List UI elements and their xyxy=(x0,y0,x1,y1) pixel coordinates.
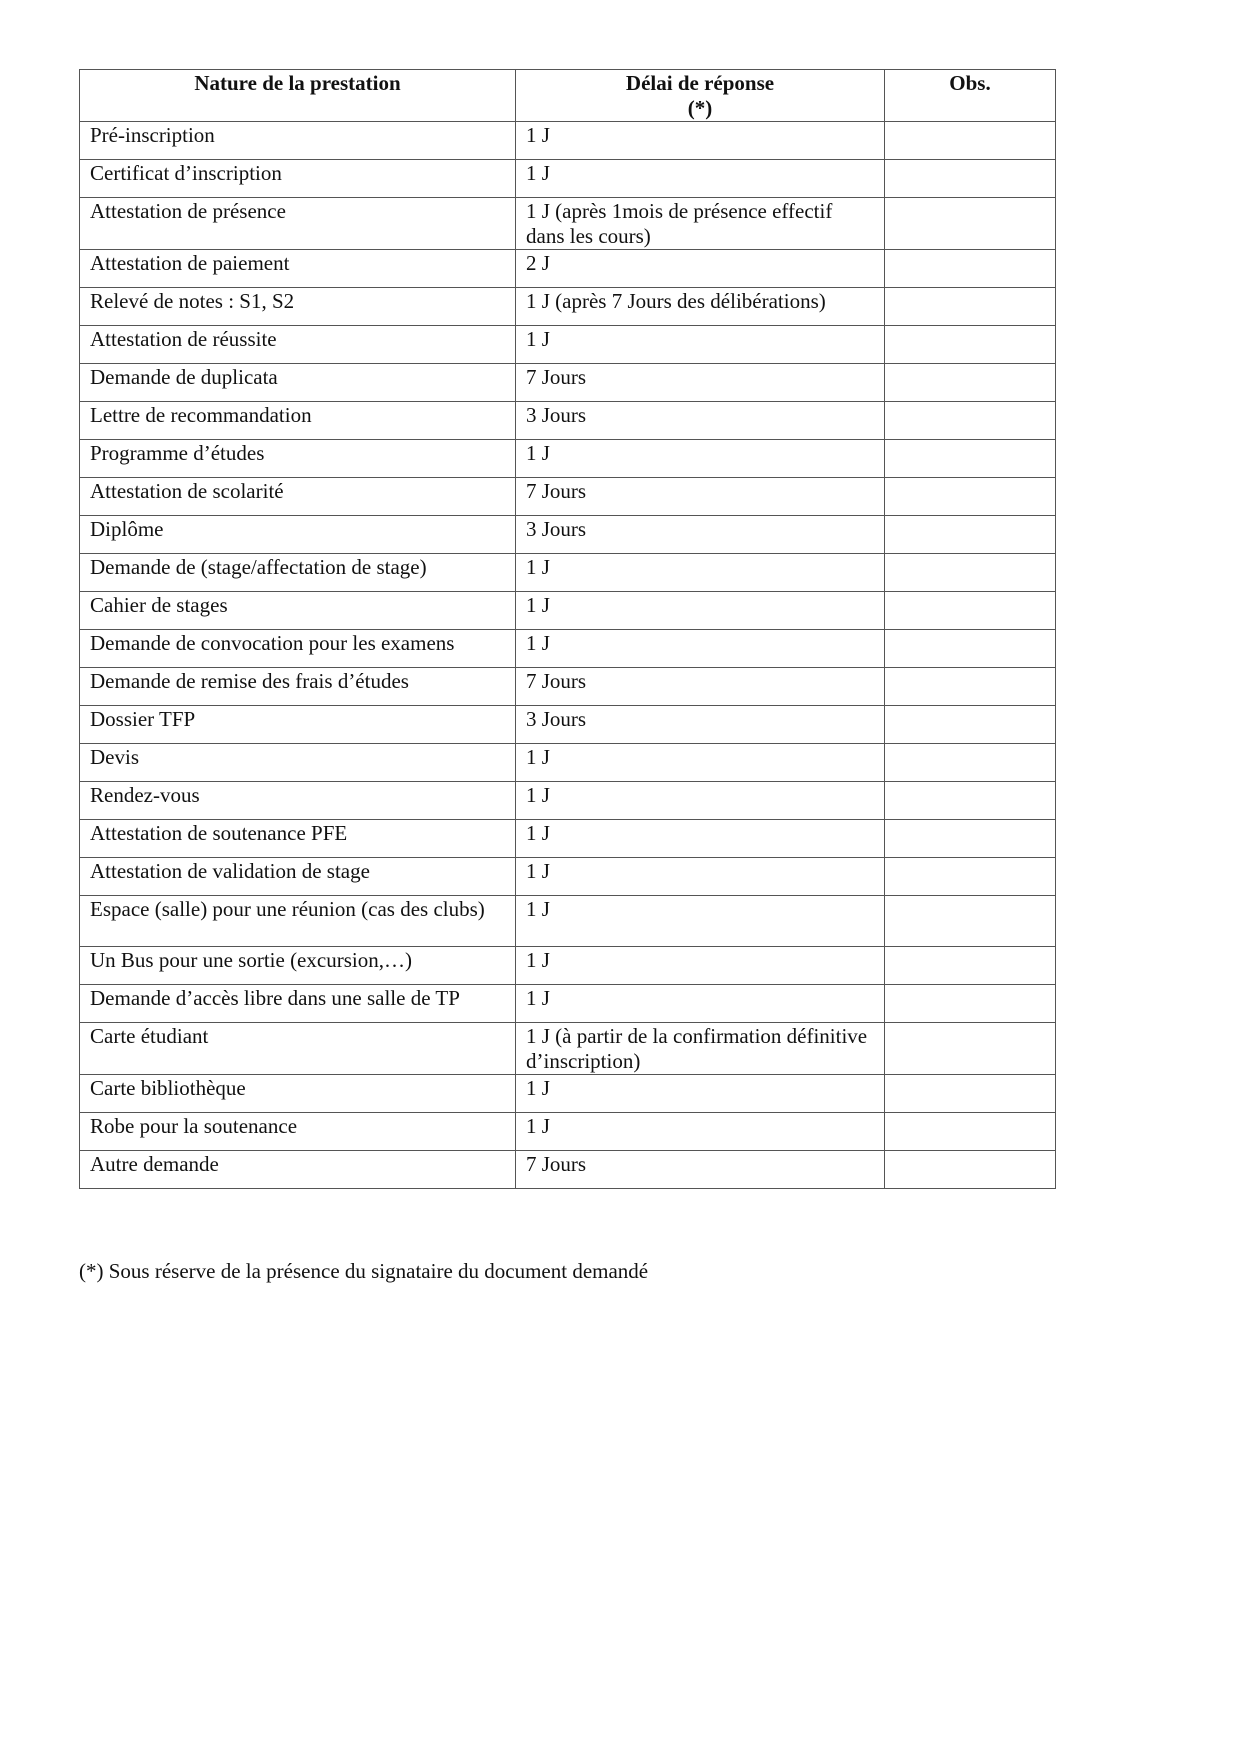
table-row xyxy=(80,592,1056,630)
table-row xyxy=(80,1075,1056,1113)
cell-nature: Attestation de réussite xyxy=(80,326,516,364)
cell-nature: Attestation de paiement xyxy=(80,250,516,288)
cell-delai: 1 J xyxy=(516,858,885,896)
header-nature: Nature de la prestation xyxy=(80,70,516,122)
table-row xyxy=(80,1113,1056,1151)
cell-obs xyxy=(885,1151,1056,1189)
cell-delai: 1 J xyxy=(516,947,885,985)
cell-delai: 1 J xyxy=(516,820,885,858)
table-row xyxy=(80,402,1056,440)
cell-nature: Relevé de notes : S1, S2 xyxy=(80,288,516,326)
table-row xyxy=(80,782,1056,820)
cell-obs xyxy=(885,288,1056,326)
cell-delai: 7 Jours xyxy=(516,364,885,402)
cell-obs xyxy=(885,1075,1056,1113)
cell-nature: Demande d’accès libre dans une salle de TP xyxy=(80,985,516,1023)
cell-delai: 1 J (à partir de la confirmation définitive d’inscription) xyxy=(516,1023,885,1075)
cell-nature: Carte bibliothèque xyxy=(80,1075,516,1113)
table-row xyxy=(80,554,1056,592)
cell-obs xyxy=(885,744,1056,782)
footnote: (*) Sous réserve de la présence du signataire du document demandé xyxy=(79,1259,649,1283)
cell-nature: Attestation de validation de stage xyxy=(80,858,516,896)
cell-nature: Attestation de scolarité xyxy=(80,478,516,516)
cell-delai: 1 J (après 1mois de présence effectif dans les cours) xyxy=(516,198,885,250)
table-row xyxy=(80,478,1056,516)
table-row xyxy=(80,326,1056,364)
cell-nature: Programme d’études xyxy=(80,440,516,478)
cell-delai: 2 J xyxy=(516,250,885,288)
cell-delai: 1 J xyxy=(516,630,885,668)
cell-obs xyxy=(885,820,1056,858)
table-row xyxy=(80,1151,1056,1189)
cell-obs xyxy=(885,1023,1056,1075)
table-row xyxy=(80,668,1056,706)
cell-nature: Certificat d’inscription xyxy=(80,160,516,198)
cell-delai: 1 J xyxy=(516,896,885,947)
table-row xyxy=(80,122,1056,160)
cell-delai: 1 J xyxy=(516,592,885,630)
cell-nature: Espace (salle) pour une réunion (cas des clubs) xyxy=(80,896,516,947)
table-row xyxy=(80,947,1056,985)
cell-nature: Lettre de recommandation xyxy=(80,402,516,440)
cell-delai: 7 Jours xyxy=(516,1151,885,1189)
cell-obs xyxy=(885,782,1056,820)
cell-delai: 1 J (après 7 Jours des délibérations) xyxy=(516,288,885,326)
cell-obs xyxy=(885,478,1056,516)
header-delai xyxy=(516,70,885,122)
cell-nature: Dossier TFP xyxy=(80,706,516,744)
cell-delai: 3 Jours xyxy=(516,402,885,440)
cell-nature: Diplôme xyxy=(80,516,516,554)
table-row xyxy=(80,1023,1056,1075)
cell-nature: Devis xyxy=(80,744,516,782)
cell-delai: 1 J xyxy=(516,782,885,820)
cell-nature: Demande de (stage/affectation de stage) xyxy=(80,554,516,592)
cell-obs xyxy=(885,630,1056,668)
cell-nature: Attestation de présence xyxy=(80,198,516,250)
cell-delai: 7 Jours xyxy=(516,668,885,706)
cell-delai: 1 J xyxy=(516,985,885,1023)
cell-delai: 1 J xyxy=(516,122,885,160)
cell-obs xyxy=(885,198,1056,250)
cell-nature: Un Bus pour une sortie (excursion,…) xyxy=(80,947,516,985)
cell-nature: Demande de duplicata xyxy=(80,364,516,402)
cell-obs xyxy=(885,250,1056,288)
table-row xyxy=(80,198,1056,250)
table-row xyxy=(80,706,1056,744)
cell-obs xyxy=(885,668,1056,706)
header-delai-note: (*) xyxy=(687,96,713,120)
header-delai-label: Délai de réponse xyxy=(625,71,775,95)
cell-obs xyxy=(885,947,1056,985)
cell-obs xyxy=(885,440,1056,478)
header-obs: Obs. xyxy=(885,70,1056,122)
cell-obs xyxy=(885,858,1056,896)
table-row xyxy=(80,364,1056,402)
table-row xyxy=(80,744,1056,782)
cell-obs xyxy=(885,326,1056,364)
table-row xyxy=(80,160,1056,198)
table-row xyxy=(80,858,1056,896)
table-row xyxy=(80,820,1056,858)
cell-obs xyxy=(885,706,1056,744)
cell-obs xyxy=(885,592,1056,630)
cell-obs xyxy=(885,896,1056,947)
cell-delai: 7 Jours xyxy=(516,478,885,516)
cell-delai: 1 J xyxy=(516,440,885,478)
cell-nature: Carte étudiant xyxy=(80,1023,516,1075)
service-delay-table xyxy=(79,69,1056,1189)
table-row xyxy=(80,516,1056,554)
table-row xyxy=(80,250,1056,288)
cell-delai: 3 Jours xyxy=(516,706,885,744)
cell-obs xyxy=(885,160,1056,198)
table-row xyxy=(80,288,1056,326)
cell-obs xyxy=(885,402,1056,440)
cell-obs xyxy=(885,1113,1056,1151)
cell-obs xyxy=(885,516,1056,554)
cell-nature: Cahier de stages xyxy=(80,592,516,630)
table-body xyxy=(80,122,1056,1189)
cell-obs xyxy=(885,364,1056,402)
table-header-row xyxy=(80,70,1056,122)
cell-delai: 1 J xyxy=(516,1075,885,1113)
cell-obs xyxy=(885,985,1056,1023)
cell-nature: Demande de remise des frais d’études xyxy=(80,668,516,706)
table-row xyxy=(80,630,1056,668)
cell-nature: Demande de convocation pour les examens xyxy=(80,630,516,668)
cell-obs xyxy=(885,554,1056,592)
cell-delai: 1 J xyxy=(516,554,885,592)
cell-obs xyxy=(885,122,1056,160)
cell-delai: 1 J xyxy=(516,326,885,364)
table-row xyxy=(80,896,1056,947)
cell-nature: Rendez-vous xyxy=(80,782,516,820)
cell-nature: Attestation de soutenance PFE xyxy=(80,820,516,858)
cell-nature: Autre demande xyxy=(80,1151,516,1189)
cell-delai: 1 J xyxy=(516,160,885,198)
table-row xyxy=(80,440,1056,478)
table-row xyxy=(80,985,1056,1023)
cell-delai: 3 Jours xyxy=(516,516,885,554)
cell-delai: 1 J xyxy=(516,744,885,782)
cell-nature: Robe pour la soutenance xyxy=(80,1113,516,1151)
cell-delai: 1 J xyxy=(516,1113,885,1151)
cell-nature: Pré-inscription xyxy=(80,122,516,160)
